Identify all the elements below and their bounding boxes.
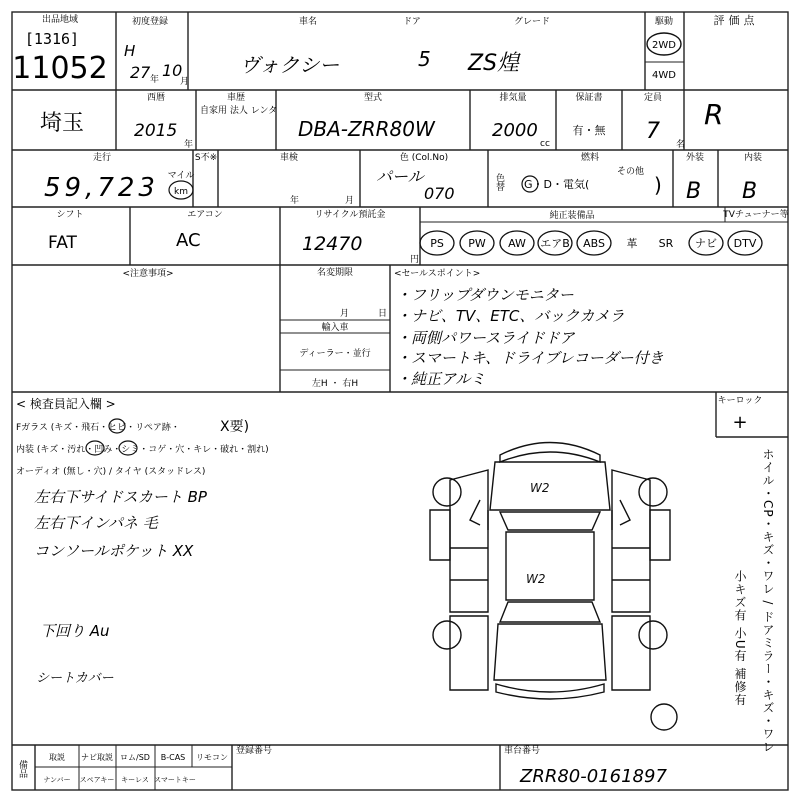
displacement-label: 排気量 — [499, 93, 527, 103]
lot-number: 11052 — [12, 51, 108, 86]
fuel-label: 燃料 — [580, 153, 600, 163]
warranty: 有・無 — [572, 124, 606, 137]
fuel-other: その他 — [617, 167, 645, 177]
drive-label: 駆動 — [654, 17, 674, 27]
sales-label: <セールスポイント> — [394, 269, 481, 279]
model: DBA-ZRR80W — [298, 117, 435, 141]
grade-label: グレード — [513, 17, 551, 27]
equipment-item: PW — [468, 237, 486, 250]
ac: AC — [176, 230, 201, 251]
history-sub: 自家用 法人 レンタ — [200, 106, 278, 116]
equipment-item: SR — [658, 237, 674, 250]
color: パール — [376, 167, 424, 186]
audio-line: オーディオ (無し・穴) / タイヤ (スタッドレス) — [16, 467, 206, 477]
inspector-note: コンソールポケット XX — [34, 542, 194, 560]
first-reg-month-unit: 月 — [180, 77, 190, 87]
vertical-note-2: 小キズ有 小U有 補修有 — [733, 570, 747, 707]
model-label: 型式 — [363, 93, 383, 103]
diagram-mark: W2 — [526, 572, 546, 586]
inspection-year-unit: 年 — [290, 196, 300, 206]
maintenance-month: 月 — [340, 309, 350, 319]
displacement: 2000 — [492, 120, 538, 141]
caution-label: <注意事項> — [122, 269, 174, 279]
accessory-list — [43, 752, 228, 784]
score: R — [704, 98, 724, 131]
equipment-item: ナビ — [695, 237, 717, 250]
exterior: B — [686, 179, 702, 204]
inspection-month-unit: 月 — [345, 196, 355, 206]
fuel-close: ) — [654, 173, 662, 197]
shift-label: シフト — [56, 210, 84, 220]
inspector-note: 左右下インパネ 毛 — [34, 514, 158, 532]
accessories-label: 備品 — [17, 760, 27, 778]
history-label: 車歴 — [226, 93, 246, 103]
car-name: ヴォクシー — [240, 53, 340, 77]
mileage-label: 走行 — [92, 153, 112, 163]
capacity: 7 — [646, 119, 660, 144]
reg-number-label: 登録番号 — [236, 746, 273, 756]
chassis-number: ZRR80-0161897 — [520, 766, 667, 787]
inspector-note: シートカバー — [36, 671, 114, 686]
region-label: 出品地域 — [41, 15, 79, 25]
first-reg-era: H — [124, 42, 136, 60]
equipment-item: 革 — [626, 237, 638, 250]
first-reg-label: 初度登録 — [131, 17, 169, 27]
diagram-mark: W2 — [530, 481, 550, 495]
maintenance-label: 名変期限 — [316, 268, 354, 278]
exterior-label: 外装 — [685, 153, 705, 163]
first-reg-month: 10 — [162, 61, 183, 80]
inspection-label: 車検 — [279, 153, 299, 163]
car-diagram — [430, 443, 677, 731]
key-lock-label: キーロック — [717, 396, 763, 406]
sales-point: ・スマートキ、ドライブレコーダー付き — [396, 349, 664, 367]
interior-line: 内装 (キズ・汚れ・凹み・シミ・コゲ・穴・キレ・破れ・割れ) — [16, 445, 269, 455]
accessory-item: スペアキー — [79, 776, 115, 784]
accessory-item: ナビ取説 — [81, 753, 113, 762]
recycle-unit: 円 — [410, 255, 420, 265]
sales-point: ・ナビ、TV、ETC、バックカメラ — [396, 307, 625, 325]
accessory-item: リモコン — [196, 753, 228, 762]
import-label: 輸入車 — [321, 323, 349, 333]
steering-option: 左H ・ 右H — [311, 379, 359, 389]
accessory-item: B-CAS — [160, 753, 186, 762]
year-label: 西暦 — [146, 93, 166, 103]
inspector-note: 左右下サイドスカート BP — [34, 488, 207, 506]
glass-mark: X要) — [220, 419, 250, 435]
key-lock-value: + — [732, 412, 748, 433]
equipment-item: ABS — [583, 237, 605, 250]
doors: 5 — [418, 47, 431, 71]
lane-code: [1316] — [24, 30, 80, 48]
maintenance-day: 日 — [378, 309, 388, 319]
equipment-list — [420, 231, 762, 255]
prefecture: 埼玉 — [39, 111, 85, 136]
year: 2015 — [134, 121, 178, 141]
mileage-unit-mile: マイル — [167, 171, 195, 181]
glass-line: Fガラス (キズ・飛石・ヒビ・リペア跡・ — [16, 423, 180, 433]
capacity-label: 定員 — [643, 93, 663, 103]
sales-point: ・両側パワースライドドア — [396, 329, 575, 347]
vertical-note: ホイル・CP・キズ・ワレ / ドアミラー・キズ・ワレ — [761, 448, 775, 754]
mileage: 59,723 — [44, 173, 159, 203]
capacity-unit: 名 — [676, 140, 686, 150]
equipment-item: DTV — [733, 237, 757, 250]
recycle: 12470 — [302, 233, 363, 255]
grade: ZS煌 — [468, 51, 520, 76]
drive-2wd: 2WD — [652, 40, 676, 51]
sales-point: ・純正アルミ — [396, 370, 486, 388]
accessory-item: ロム/SD — [120, 753, 150, 762]
first-reg-year: 27 — [130, 63, 151, 82]
sales-point: ・フリップダウンモニター — [396, 286, 574, 304]
recycle-label: リサイクル預託金 — [314, 210, 386, 220]
meter-label: S不※ — [194, 153, 218, 163]
fuel-options: G・D・電気( — [524, 178, 590, 191]
color-change-label: 色替 — [494, 173, 504, 191]
dealer-option: ディーラー・並行 — [299, 349, 371, 359]
accessory-item: キーレス — [121, 776, 149, 784]
mileage-unit-km: km — [174, 187, 188, 197]
tuner-label: TVチューナー等 — [723, 210, 789, 220]
equipment-item: AW — [508, 237, 526, 250]
equipment-item: PS — [430, 237, 444, 250]
equipment-label: 純正装備品 — [549, 211, 595, 221]
color-code: 070 — [424, 184, 455, 203]
interior: B — [742, 179, 758, 204]
accessory-item: 取説 — [49, 753, 65, 762]
interior-label: 内装 — [743, 153, 763, 163]
equipment-item: エアB — [540, 237, 570, 250]
drive-4wd: 4WD — [652, 70, 676, 81]
warranty-label: 保証書 — [575, 93, 603, 103]
car-name-label: 車名 — [298, 17, 318, 27]
year-unit: 年 — [184, 140, 194, 150]
ac-label: エアコン — [187, 210, 223, 220]
inspector-title: < 検査員記入欄 > — [16, 397, 116, 411]
diagram-marks — [526, 481, 550, 586]
chassis-label: 車台番号 — [504, 746, 541, 756]
inspector-note: 下回り Au — [40, 622, 110, 640]
shift: FAT — [48, 233, 77, 253]
displacement-unit: cc — [540, 139, 550, 149]
first-reg-year-unit: 年 — [150, 75, 160, 85]
accessory-item: スマートキー — [154, 776, 196, 784]
doors-label: ドア — [403, 17, 421, 27]
color-label: 色 (Col.No) — [399, 153, 449, 163]
score-label: 評価点 — [713, 14, 759, 27]
accessory-item: ナンバー — [43, 776, 71, 784]
